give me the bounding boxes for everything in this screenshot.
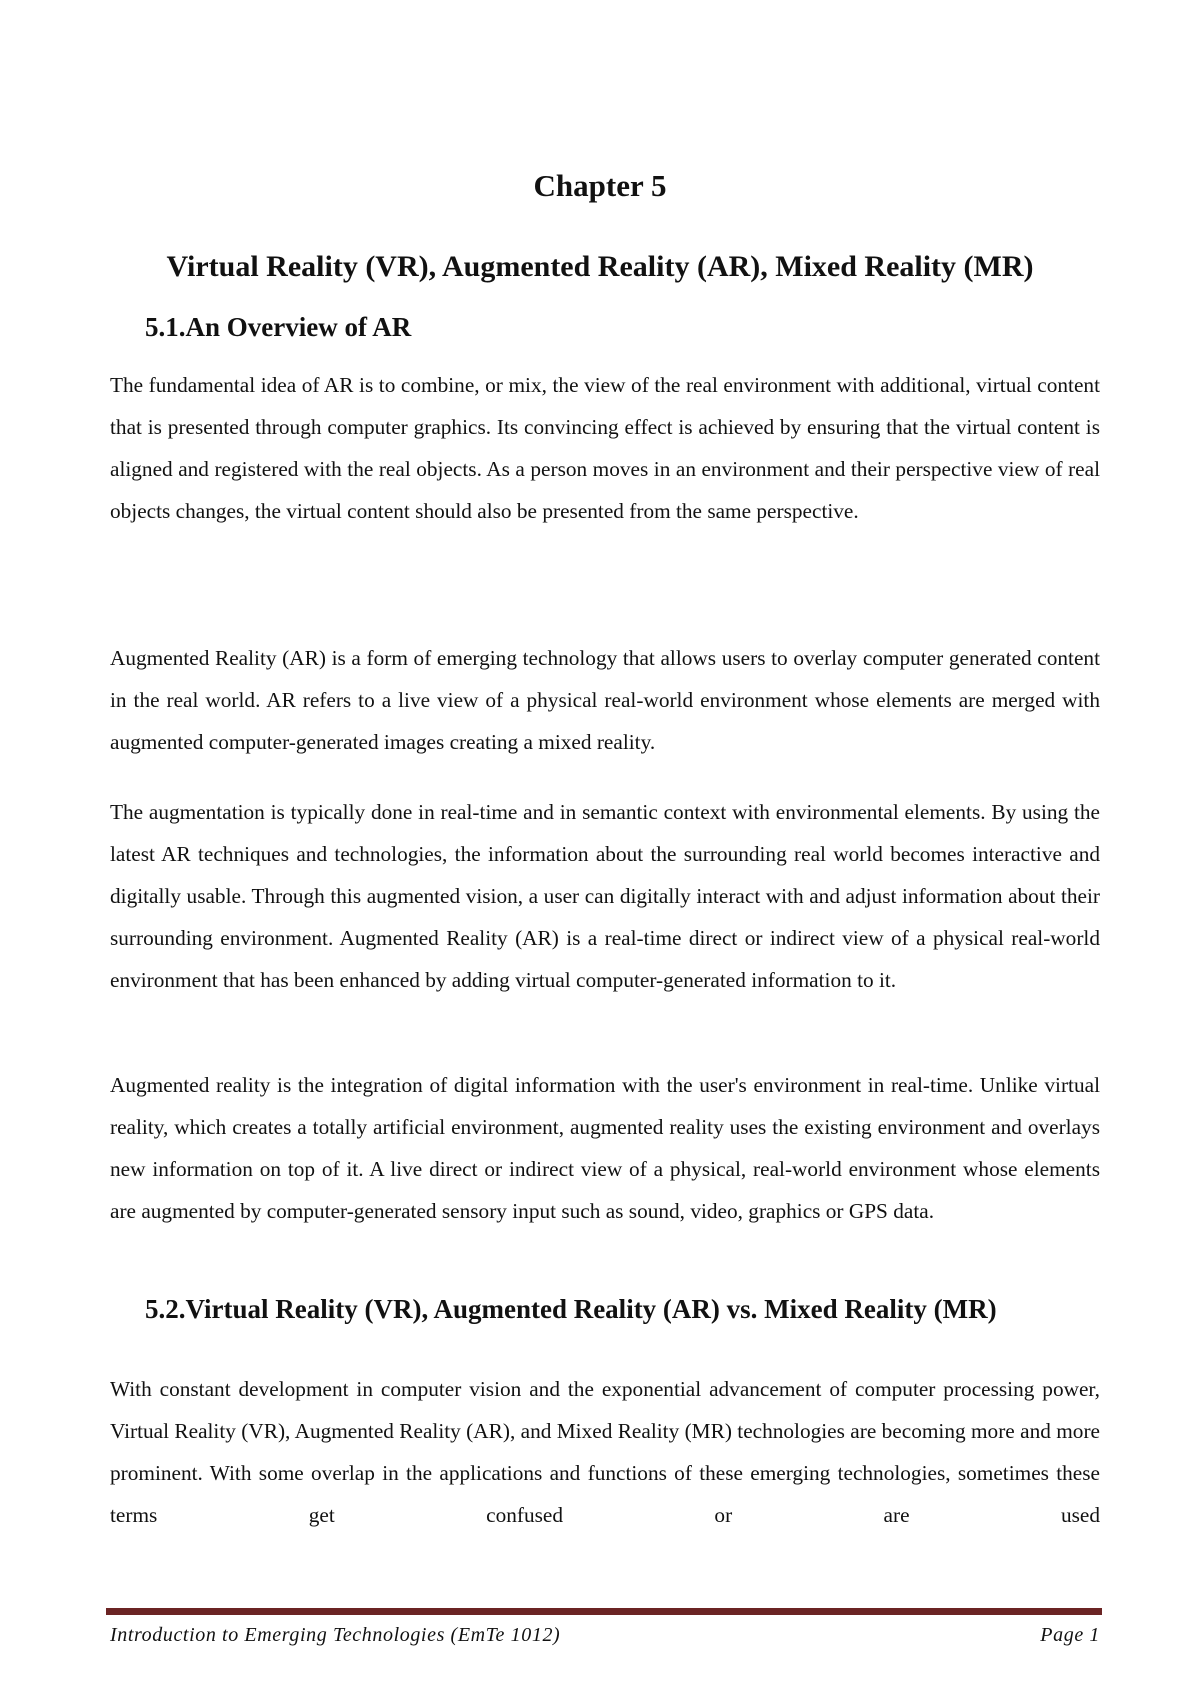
chapter-subtitle: Virtual Reality (VR), Augmented Reality (AR), Mixed Reality (MR) (166, 250, 1034, 283)
section-heading-5-2: 5.2.Virtual Reality (VR), Augmented Reality (AR) vs. Mixed Reality (MR) (145, 1294, 997, 1324)
chapter-title: Chapter 5 (533, 168, 667, 203)
paragraph-vr-ar-mr-1: With constant development in computer vision and the exponential advancement of computer processing power, Virtual Reality (VR), Augmented Reality (AR), and Mixed Reality (MR) technologies are becoming more and more prominent. With some overlap in the applications and functions of these emerging technologies, sometimes these terms get confused or are used (110, 1377, 1100, 1527)
paragraph-ar-overview-3: The augmentation is typically done in real-time and in semantic context with environmental elements. By using the latest AR techniques and technologies, the information about the surrounding real world becomes interactive and digitally usable. Through this augmented vision, a user can digitally interact with and adjust information about their surrounding environment. Augmented Reality (AR) is a real-time direct or indirect view of a physical real-world environment that has been enhanced by adding virtual computer-generated information to it. (110, 800, 1100, 992)
section-heading-5-1: 5.1.An Overview of AR (145, 312, 412, 342)
footer-page-number: Page 1 (1040, 1624, 1100, 1646)
footer-divider (106, 1608, 1102, 1615)
footer-course-title: Introduction to Emerging Technologies (EmTe 1012) (110, 1624, 561, 1646)
paragraph-ar-overview-4: Augmented reality is the integration of digital information with the user's environment in real-time. Unlike virtual reality, which creates a totally artificial environment, augmented reality uses the existing environment and overlays new information on top of it. A live direct or indirect view of a physical, real-world environment whose elements are augmented by computer-generated sensory input such as sound, video, graphics or GPS data. (110, 1073, 1100, 1223)
paragraph-ar-overview-2: Augmented Reality (AR) is a form of emerging technology that allows users to overlay computer generated content in the real world. AR refers to a live view of a physical real-world environment whose elements are merged with augmented computer-generated images creating a mixed reality. (110, 646, 1100, 754)
paragraph-ar-overview-1: The fundamental idea of AR is to combine, or mix, the view of the real environment with additional, virtual content that is presented through computer graphics. Its convincing effect is achieved by ensuring that the virtual content is aligned and registered with the real objects. As a person moves in an environment and their perspective view of real objects changes, the virtual content should also be presented from the same perspective. (110, 373, 1100, 523)
